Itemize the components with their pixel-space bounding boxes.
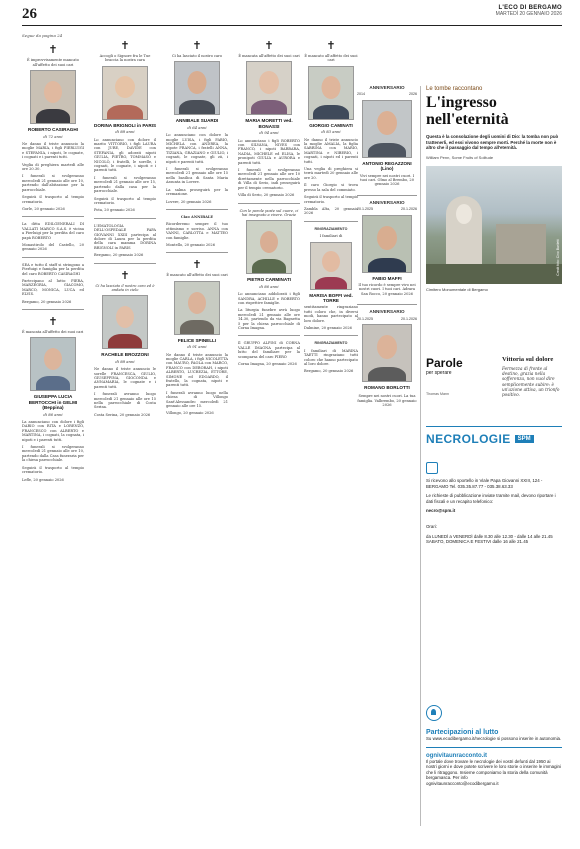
obituary-column-1 bbox=[22, 34, 84, 485]
necrologie-email[interactable]: necro@spm.it bbox=[426, 508, 456, 514]
obit-text: Ne danno il triste annuncio le sorelle FRANCESCA, GIULIO, GIUSEPPINA, GIOCONDA e ANNAMARIA, le cognate e i parenti tutti. bbox=[94, 367, 156, 389]
obit-text: Il caro Giorgio si trova presso la sala del commiato. bbox=[304, 183, 358, 192]
feature-credit: William Penn, Some Fruits of Solitude bbox=[426, 154, 494, 160]
anniversary-text: Vivi sempre nei nostri cuori. I tuoi cari. Olmo al Brembo, 20 gennaio 2026 bbox=[359, 173, 415, 187]
condolence-heading: Ciao ANNIBALE bbox=[180, 214, 214, 219]
deceased-age: di 88 anni bbox=[115, 358, 135, 364]
cross-icon: ✝ bbox=[48, 43, 58, 57]
lutto-box bbox=[426, 705, 562, 787]
feature-headline: L'ingresso nell'eternità bbox=[426, 94, 509, 128]
deceased-name: ANNIBALE SUARDI bbox=[175, 118, 219, 124]
obit-intro: È mancato all'affetto dei suoi cari bbox=[166, 273, 228, 278]
parole-author: Thomas Mann bbox=[426, 392, 449, 396]
deceased-name: FELICE SPINELLI bbox=[177, 337, 217, 343]
necrologie-title: NECROLOGIE bbox=[426, 432, 511, 446]
condolence-text: Montello, 20 gennaio 2026 bbox=[166, 242, 215, 247]
ognivita-text: Il portale dove trovare le necrologie dei vostri defunti dal 1950 ai nostri giorni e dove potete scrivere le loro storie o inserire le immagini che li ritraggono. Insieme componiamo la storia della comunità bergamasca. Per info bbox=[426, 758, 561, 781]
obit-intro: Ci ha lasciato il nostro caro bbox=[171, 54, 223, 58]
obituary-column-3 bbox=[166, 34, 228, 419]
portrait-photo bbox=[174, 61, 220, 115]
necrologie-mail-info: Le richieste di pubblicazione inviate tramite mail, devono riportare i dati fiscali e un recapito telefonico: bbox=[426, 493, 556, 504]
necrologie-hours: da LUNEDÌ a VENERDÌ dalle 8.30 alle 12.30 - dalle 14 alle 21.45 SABATO, DOMENICA E FESTIVI dalle 16 alle 21.45 bbox=[426, 533, 553, 545]
deceased-name: ROBERTO CASIRAGHI bbox=[28, 127, 78, 133]
deceased-age: di 86 anni bbox=[43, 411, 63, 417]
obit-text: sentitamente ringraziano tutti coloro che, in diversi modi, hanno partecipato al loro dolore. bbox=[304, 305, 358, 323]
cross-icon: ✝ bbox=[48, 315, 58, 328]
deceased-age: di 64 anni bbox=[187, 124, 207, 130]
portrait-photo bbox=[246, 61, 292, 115]
deceased-age: di 83 anni bbox=[321, 129, 341, 135]
obit-text: I funerali avranno luogo mercoledì 21 gennaio alle ore 15 nella parrocchiale di Costa Serina. bbox=[94, 392, 156, 410]
obituary-column-4 bbox=[238, 34, 300, 369]
continued-note: Segue da pagina 24 bbox=[22, 33, 63, 38]
obit-text: Lo annunciano con dolore la moglie LUISA, i figli FABIO, MICHELA con ANDREA, la nipote FRANCA, i fratelli ANNA, TIZIANA, GRAZIANO e GIULIO, i cognati, le cognate, gli zii, i nipoti e parenti tutti. bbox=[166, 133, 228, 164]
condolence-text: Monastirolo del Castello, 20 gennaio 2026 bbox=[22, 242, 84, 252]
anniversary-text: Sempre nei nostri cuori. La tua famiglia. Valbrembo, 20 gennaio 2026 bbox=[357, 394, 417, 407]
obit-text: I funerali si svolgeranno mercoledì 21 gennaio alle ore 15, partendo dalla casa per la parrocchiale. bbox=[94, 175, 156, 194]
obit-intro: È mancata all'affetto dei suoi cari bbox=[22, 330, 84, 334]
portrait-photo bbox=[174, 281, 220, 335]
deceased-name: FABIO MAFFI bbox=[372, 275, 402, 281]
obit-text: Lo annunciano con dolore il marito VITTORIO, i figli LAURA con JURE, DAVIDE con STEFANIA, gli adorati nipoti GIULIA, PIETRO, TOMMASO e NICOLÒ, i fratelli, le sorelle, i cognati, le cognate, i nipoti e i parenti tutti. bbox=[94, 137, 156, 173]
parole-title: Vittoria sul dolore bbox=[502, 356, 554, 363]
obit-text: Ne danno il triste annuncio la moglie AMALIA, la figlia SABRINA con MARIO, MARTINA e NIBERIO, i cognati, i nipoti ed i parenti tutti. bbox=[304, 137, 358, 164]
parole-quote bbox=[502, 356, 562, 397]
portrait-photo bbox=[102, 66, 148, 120]
hours-label: Orari: bbox=[426, 523, 437, 529]
parole-desc: Fermezza di fronte al destino, grazia nella sofferenza, non vuol dire semplicemente subire: è un'azione attiva, un trionfo positivo. bbox=[502, 366, 560, 398]
obit-text: Costa Serina, 20 gennaio 2026 bbox=[94, 412, 151, 417]
portrait-photo bbox=[362, 215, 412, 273]
thanks-heading: RINGRAZIAMENTO bbox=[314, 226, 348, 231]
obit-intro: È improvvisamente mancato all'affetto dei suoi cari bbox=[27, 58, 79, 67]
ognivita-email[interactable]: ognivitaunracconto@ecodibergamo.it bbox=[426, 780, 499, 786]
cross-icon: ✝ bbox=[192, 39, 202, 52]
obit-intro: È mancato all'affetto dei suoi cari bbox=[304, 54, 358, 63]
obit-text: Veglia di preghiera martedì alle ore 20.30. bbox=[22, 162, 84, 172]
page-number: 26 bbox=[22, 6, 37, 22]
condolence-text: L'EMATOLOGIA DELL'OSPEDALE PAPA GIOVANNI XXIII partecipa al dolore di Laura per la perdita della cara mamma DORINA BRIGNOLI in PARIS bbox=[94, 223, 156, 250]
condolence-text: Bergamo, 20 gennaio 2026 bbox=[22, 299, 72, 304]
obit-text: Bergamo, 20 gennaio 2026 bbox=[304, 369, 354, 374]
obit-text: La annunciano con dolore i figli DARIO con RITA e LORENZO, FRANCESCO con ALBERTO e MARTINA, i cognati, la cognata, i nipoti e i parenti tutti. bbox=[22, 420, 84, 442]
deceased-name: GIORGIO CAMINATI bbox=[309, 122, 353, 128]
condolence-text: Corna Imagna, 20 gennaio 2026 bbox=[238, 362, 297, 366]
deceased-name: RACHELE BROZZONI bbox=[101, 352, 149, 358]
obit-text: Seguirà il trasporto al tempio crematorio. bbox=[22, 465, 84, 475]
obit-text: Gorle, 20 gennaio 2026 bbox=[22, 206, 65, 211]
anniversary-column bbox=[357, 86, 417, 411]
feature-text: Questa è la consolazione degli uomini di Dio: la tomba non può trattenerli, ed essi vivono sempre morti. Perché la morte non è altro che il passaggio dal tempo all'eternità. bbox=[426, 134, 559, 151]
obit-text: Seguirà il trasporto al tempio crematorio. bbox=[94, 196, 156, 205]
portrait-photo bbox=[30, 70, 76, 124]
lutto-text[interactable]: Su www.ecodibergamo.it/necrologie si possono inserire in autonomia. bbox=[426, 736, 562, 741]
obit-text: Lo annunciano addolorati i figli SANDRA, ACHILLE e ROBERTO con rispettive famiglie. bbox=[238, 292, 300, 305]
masthead bbox=[496, 5, 562, 17]
deceased-name: DORINA BRIGNOLI in PARIS bbox=[94, 122, 157, 128]
obit-text: Dalmine, 20 gennaio 2026 bbox=[304, 325, 352, 330]
lutto-title: Partecipazioni al lutto bbox=[426, 729, 499, 736]
portrait-photo bbox=[362, 100, 412, 158]
obit-text: Ne danno il triste annuncio la moglie CARLA, i figli NICOLETTA con MAURO, PAOLA con MARCO, FRANCO con DEBORAH, i nipoti ALBERTO, LUCREZIA, ETTORE, SIMONE ed EDOARDO, il fratello, la cognata, nipoti e parenti tutti. bbox=[166, 352, 228, 388]
portrait-photo bbox=[362, 324, 412, 382]
sidebar-feature bbox=[426, 86, 562, 292]
publication-name: L'ECO DI BERGAMO bbox=[498, 5, 562, 11]
thanks-intro: I familiari di bbox=[319, 234, 343, 239]
necrologie-box bbox=[426, 426, 562, 545]
portrait-photo bbox=[102, 295, 148, 349]
portrait-photo bbox=[308, 66, 354, 120]
top-rule bbox=[22, 25, 562, 26]
portrait-photo bbox=[310, 242, 352, 290]
obit-intro: Accogli o Signore fra le Tue braccia la nostra cara bbox=[99, 54, 151, 63]
sidebar-divider bbox=[420, 86, 421, 826]
parole-box bbox=[426, 356, 562, 416]
condolence-text: Partecipano al lutto: PIERA, MARZEGRIA, GIACOMO, MARCO, MONICA, LUCA ed ELVIS. bbox=[22, 278, 84, 297]
obit-text: Pota, 20 gennaio 2026 bbox=[94, 208, 135, 213]
obit-text: I funerali si svolgeranno mercoledì 21 gennaio alle ore 10, partendo dalla Casa funeraria per la chiesa parrocchiale. bbox=[22, 445, 84, 463]
obit-text: La liturgia funebre avrà luogo mercoledì 21 gennaio alle ore 14.30, partendo da via Bagnetta 5 per la chiesa parrocchiale di Corna Imagna. bbox=[238, 308, 300, 330]
cross-icon: ✝ bbox=[120, 268, 130, 282]
feature-kicker: Le tombe raccontano bbox=[426, 86, 483, 92]
cross-icon: ✝ bbox=[264, 39, 274, 52]
anniversary-years: 20.1.2025 20.1.2026 bbox=[357, 316, 417, 321]
obit-text: Zambla Alta, 20 gennaio 2026 bbox=[304, 206, 358, 216]
photo-credit: Credit foto: Cino Bariletti bbox=[556, 239, 560, 276]
person-icon bbox=[426, 705, 442, 721]
obit-intro: Ci ha lasciato il nostro caro ed è andata in cielo bbox=[95, 283, 155, 292]
anniversary-label: ANNIVERSARIO bbox=[369, 309, 405, 315]
deceased-name: ANTONIO REGAZZONI (Lino) bbox=[362, 160, 412, 172]
obit-text: I funerali si svolgeranno mercoledì 21 gennaio alle ore 10 direttamente nella parrocchiale di Villa di Serio, indi proseguirà per il tempio crematorio. bbox=[238, 168, 300, 190]
obit-text: Seguirà il trasporto al tempio crematorio. bbox=[22, 195, 84, 204]
anniversary-label: ANNIVERSARIO bbox=[369, 85, 405, 90]
portrait-photo bbox=[30, 337, 76, 391]
obit-text: Villongo, 20 gennaio 2026 bbox=[166, 411, 214, 416]
condolence-text: Il GRUPPO ALPINI di CORNA VALLE IMAGNA partecipa al lutto del familiare per la scomparsa del caro PIERO bbox=[238, 341, 300, 359]
parole-subtitle: per sperare bbox=[426, 370, 452, 376]
condolence-text: SEA e tutto il staff si stringono a Pierluigi e famiglia per la perdita del caro ROBERTO CASIRAGHI bbox=[22, 262, 84, 276]
obit-text: La salma proseguirà per la cremazione. bbox=[166, 187, 228, 197]
obit-text: Seguirà il trasporto al tempio crematorio. bbox=[304, 195, 358, 204]
anniversary-label: ANNIVERSARIO bbox=[369, 199, 405, 205]
photo-caption: Cimitero Monumentale di Bergamo bbox=[426, 286, 488, 292]
parole-logo: Parole bbox=[426, 356, 463, 370]
cross-icon: ✝ bbox=[326, 39, 336, 52]
deceased-name: GIUSEPPA LUCIA BERTOCCHI in GELMI (Beppina) bbox=[28, 394, 78, 411]
obit-text: Ne danno il triste annuncio la moglie MARIA, i figli PIERLUIGI e STEFANIA, i nipoti, le cognate, i cognati e i parenti tutti. bbox=[22, 142, 84, 160]
obit-text: I familiari di MARINA TAETTI ringraziano tutti coloro che hanno partecipato al loro dolore. bbox=[304, 348, 358, 366]
deceased-age: di 88 anni bbox=[115, 129, 135, 135]
condolence-text: La ditta EDILGENERALI DI VALLATI MARCO S.A.S. è vicina a Pierluigi per la perdita del caro papà ROBERTO bbox=[22, 222, 84, 240]
memorial-quote: Con le parole poste sul cuore, ci hai insegnato a vivere. Grazie bbox=[239, 208, 299, 217]
deceased-name: MARIA MORETTI ved. BONASSI bbox=[245, 118, 293, 129]
obit-text: I funerali si svolgeranno mercoledì 21 gennaio alle ore 15 nella basilica di Santa Maria Assunta in Lovere. bbox=[166, 167, 228, 185]
obit-text: Lefle, 20 gennaio 2026 bbox=[22, 477, 64, 482]
obit-text: Lovere, 20 gennaio 2026 bbox=[166, 199, 212, 204]
spm-logo: SPM bbox=[515, 435, 534, 443]
anniversary-years: 2014 2026 bbox=[357, 92, 417, 97]
deceased-age: di 72 anni bbox=[43, 133, 63, 139]
anniversary-text: Il tuo ricordo è sempre vivo nei nostri cuori. I tuoi cari. Adrara San Rocco, 20 gennaio 2026 bbox=[358, 283, 416, 296]
deceased-name: ROMANO BORLOTTI bbox=[364, 385, 410, 391]
obit-text: Una veglia di preghiera si terrà martedì 20 gennaio alle ore 20. bbox=[304, 167, 358, 180]
thanks-heading: RINGRAZIAMENTO bbox=[314, 341, 348, 346]
obit-text: Lo annunciano i figli ROBERTO con SILVANA, NIVES con FRANCO, i nipoti BARBARA, NADIA, MICHELE ed ELISA, le pronipoti GIULIA e AURORA e parenti tutti. bbox=[238, 138, 300, 165]
obit-intro: È mancata all'affetto dei suoi cari bbox=[238, 54, 300, 58]
obit-text: Villa di Serio, 20 gennaio 2026 bbox=[238, 193, 295, 198]
cemetery-photo bbox=[426, 166, 562, 284]
cross-icon: ✝ bbox=[192, 258, 202, 272]
obituary-column-5 bbox=[304, 34, 358, 377]
deceased-name: PIETRO CARMINATI bbox=[247, 277, 291, 283]
deceased-age: di 86 anni bbox=[259, 283, 279, 289]
deceased-name: MARISA BOFFI ved. TORRE bbox=[309, 292, 353, 303]
deceased-age: di 94 anni bbox=[259, 130, 279, 136]
condolence-text: Ricorderemo sempre il tuo ottimismo e sorriso. ANNA con VANNI, CARLOTTA e MATTEO con famiglie. bbox=[166, 222, 228, 240]
anniversary-years: 20.1.2025 20.1.2026 bbox=[357, 207, 417, 212]
publication-date: MARTEDÌ 20 GENNAIO 2026 bbox=[495, 11, 562, 17]
cross-icon: ✝ bbox=[120, 39, 130, 52]
ognivita-site[interactable]: ognivitaunracconto.it bbox=[426, 752, 488, 759]
office-icon bbox=[426, 462, 438, 474]
deceased-age: di 91 anni bbox=[187, 344, 207, 350]
obituary-column-2 bbox=[94, 34, 156, 420]
necrologie-address: Si ricevono allo sportello in Viale Papa Giovanni XXIII, 124 - BERGAMO Tel. 035.35.87.77 - 035.38.63.33 bbox=[426, 478, 543, 489]
obit-text: I funerali si svolgeranno mercoledì 21 gennaio alle ore 10, partendo dall'abitazione per la parrocchiale. bbox=[22, 174, 84, 192]
portrait-photo bbox=[246, 220, 292, 274]
condolence-text: Bergamo, 20 gennaio 2026 bbox=[94, 253, 144, 258]
obit-text: I funerali avranno luogo nella chiesa di Villongo Sant'Alessandro mercoledì 21 gennaio alle ore 15. bbox=[166, 390, 228, 409]
